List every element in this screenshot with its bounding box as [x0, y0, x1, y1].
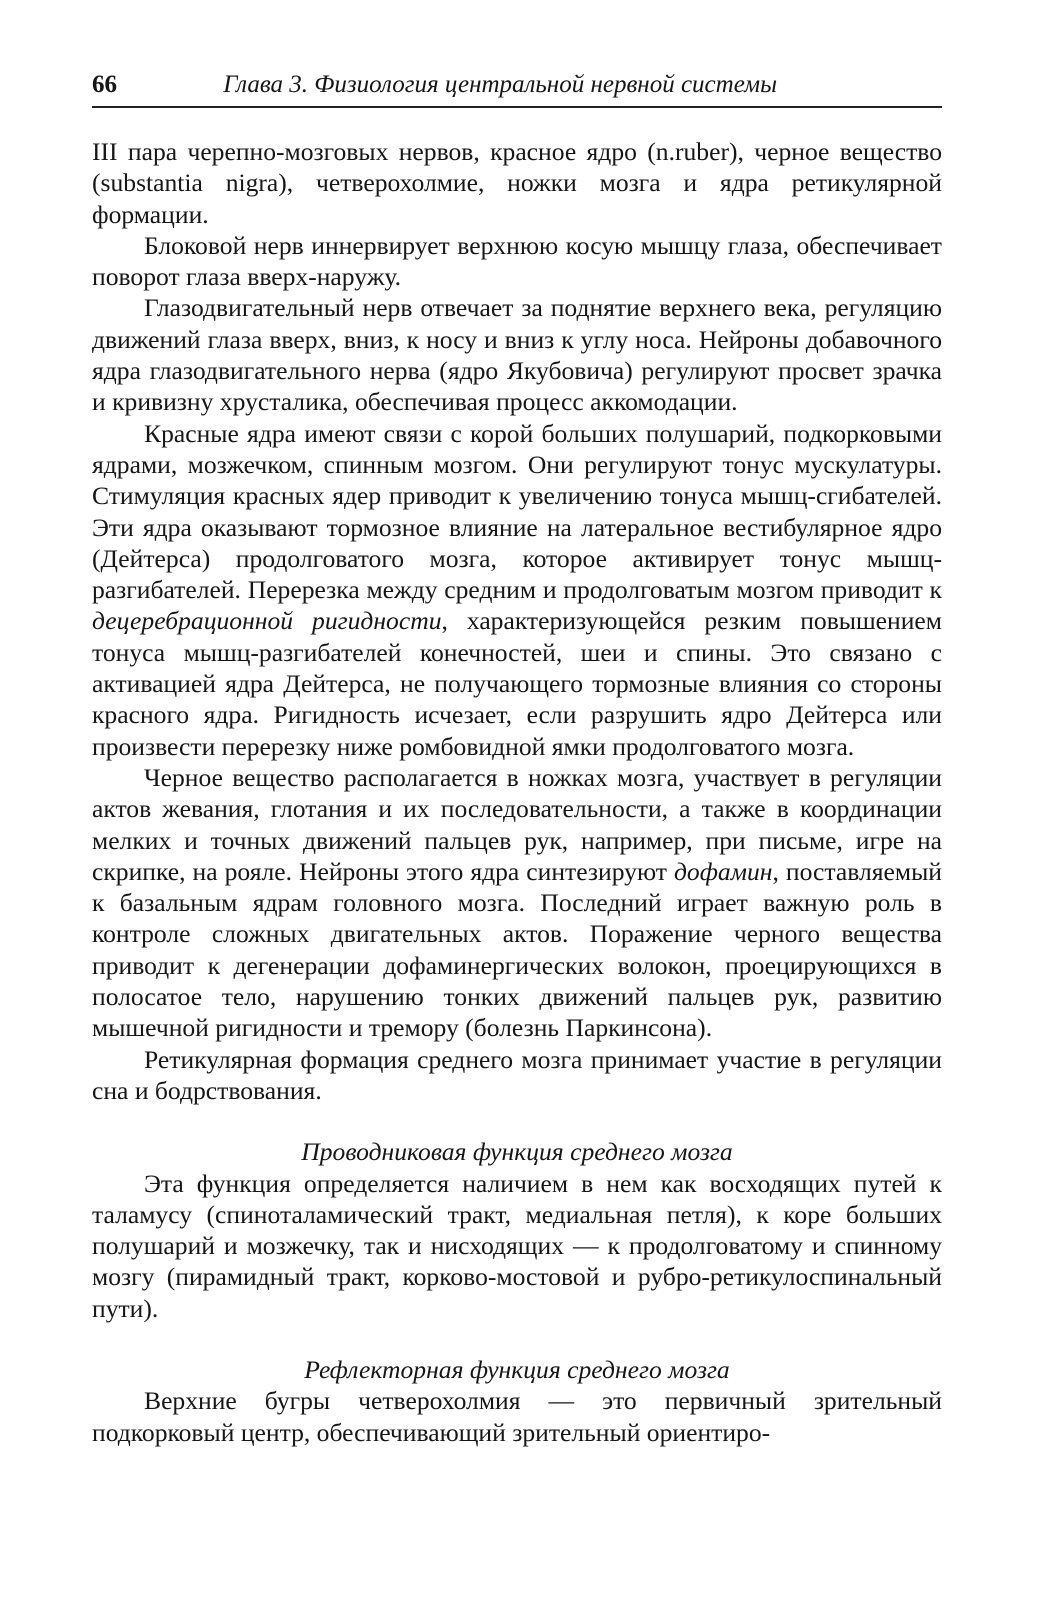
page-number: 66 [92, 71, 117, 98]
term-decerebrate-rigidity: децеребрационной ригидности [92, 606, 442, 636]
paragraph-continuation: III пара черепно-мозговых нервов, красное ядро (n.ruber), черное вещество (substantia nigra), четверохолмие, ножки мозга и ядра ретикулярной формации. [92, 137, 942, 229]
heading-reflex-function: Рефлекторная функция среднего мозга [304, 1354, 730, 1384]
paragraph-reticular-formation: Ретикулярная формация среднего мозга принимает участие в регуляции сна и бодрствования. [92, 1044, 942, 1105]
paragraph-red-nuclei [92, 418, 942, 762]
red-nuclei-text-b: , характеризующейся резким повышением тонуса мышц-разгибателей конечностей, шеи и спины. Это связано с активацией ядра Дейтерса, не получающего тормозные влияния со стороны красного ядра. Ригидность исчезает, если разрушить ядро Дейтерса или произвести перерезку ниже ромбовидной ямки продолговатого мозга. [92, 606, 942, 761]
substantia-nigra-text-b: , поставляемый к базальным ядрам головного мозга. Последний играет важную роль в контроле сложных двигательных актов. Поражение черного вещества приводит к дегенерации дофаминергических волокон, проецирующихся в полосатое тело, нарушению тонких движений пальцев рук, развитию мышечной ригидности и тремору (болезнь Паркинсона). [92, 856, 942, 1043]
paragraph-trochlear-nerve: Блоковой нерв иннервирует верхнюю косую мышцу глаза, обеспечивает поворот глаза вверх-наружу. [92, 230, 942, 292]
paragraph-oculomotor-nerve: Глазодвигательный нерв отвечает за поднятие верхнего века, регуляцию движений глаза вверх, вниз, к носу и вниз к углу носа. Нейроны добавочного ядра глазодвигательного нерва (ядро Якубовича) регулируют просвет зрачка и кривизну хрусталика, обеспечивая процесс аккомодации. [92, 293, 942, 417]
term-dopamine: дофамин [673, 856, 773, 886]
substantia-nigra-text-a: Черное вещество располагается в ножках мозга, участвует в регуляции актов жевания, глотания и их последовательности, а также в координации мелких и точных движений пальцев рук, например, при письме, игре на скрипке, на рояле. Нейроны этого ядра синтезируют [92, 762, 942, 886]
body-text [92, 136, 942, 1448]
paragraph-conduction-function: Эта функция определяется наличием в нем как восходящих путей к таламусу (спиноталамический тракт, медиальная петля), к коре больших полушарий и мозжечку, так и нисходящих — к продолговатому и спинному мозгу (пирамидный тракт, корково-мостовой и рубро-ретикулоспинальный пути). [92, 1168, 942, 1323]
heading-conduction-function: Проводниковая функция среднего мозга [301, 1137, 733, 1167]
running-head: Глава 3. Физиология центральной нервной системы [223, 71, 778, 98]
red-nuclei-text-a: Красные ядра имеют связи с корой больших полушарий, подкорковыми ядрами, мозжечком, спинным мозгом. Они регулируют тонус мускулатуры. Стимуляция красных ядер приводит к увеличению тонуса мышц-сгибателей. Эти ядра оказывают тормозное влияние на латеральное вестибулярное ядро (Дейтерса) продолговатого мозга, которое активирует тонус мышц-разгибателей. Перерезка между средним и продолговатым мозгом приводит к [92, 418, 942, 605]
page-header [92, 70, 942, 108]
paragraph-reflex-function: Верхние бугры четверохолмия — это первичный зрительный подкорковый центр, обеспечивающий зрительный ориентиро- [92, 1386, 942, 1447]
paragraph-substantia-nigra [92, 762, 942, 1044]
